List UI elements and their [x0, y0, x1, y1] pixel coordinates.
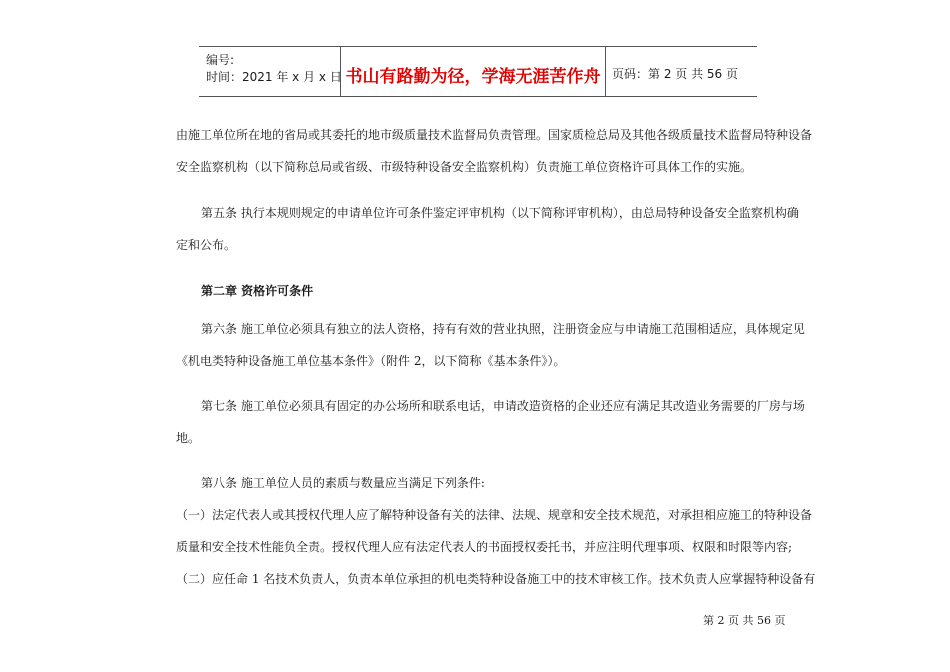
header-motto: 书山有路勤为径，学海无涯苦作舟 — [345, 67, 601, 87]
page-header — [199, 46, 757, 97]
body-line: 《机电类特种设备施工单位基本条件》（附件 2，以下简称《基本条件》）。 — [176, 354, 566, 368]
document-number-label: 编号: — [206, 53, 235, 67]
page-footer: 第 2 页 共 56 页 — [703, 614, 786, 627]
body-line: 地。 — [176, 431, 201, 445]
article-8-line: 第八条 施工单位人员的素质与数量应当满足下列条件: — [201, 476, 485, 490]
header-meta-cell — [199, 47, 341, 96]
article-7-line: 第七条 施工单位必须具有固定的办公场所和联系电话，申请改造资格的企业还应有满足其改造业务需要的厂房与场 — [201, 399, 805, 413]
clause-1-line: （一）法定代表人或其授权代理人应了解特种设备有关的法律、法规、规章和安全技术规范，对承担相应施工的特种设备 — [176, 508, 813, 522]
body-line: 由施工单位所在地的省局或其委托的地市级质量技术监督局负责管理。国家质检总局及其他各级质量技术监督局特种设备 — [176, 128, 813, 142]
header-page-cell — [606, 47, 757, 96]
chapter-heading: 第二章 资格许可条件 — [201, 284, 314, 298]
article-6-line: 第六条 施工单位必须具有独立的法人资格，持有有效的营业执照，注册资金应与申请施工范围相适应，具体规定见 — [201, 322, 805, 336]
article-5-line: 第五条 执行本规则规定的申请单位许可条件鉴定评审机构（以下简称评审机构），由总局特种设备安全监察机构确 — [201, 206, 799, 220]
body-line: 质量和安全技术性能负全责。授权代理人应有法定代表人的书面授权委托书，并应注明代理事项、权限和时限等内容; — [176, 540, 793, 554]
document-date-label: 时间：2021 年 x 月 x 日 — [206, 70, 342, 84]
body-line: 安全监察机构（以下简称总局或省级、市级特种设备安全监察机构）负责施工单位资格许可具体工作的实施。 — [176, 160, 753, 174]
body-line: 定和公布。 — [176, 238, 237, 252]
clause-2-line: （二）应任命 1 名技术负责人，负责本单位承担的机电类特种设备施工中的技术审核工作。技术负责人应掌握特种设备有 — [176, 572, 816, 586]
header-page-info: 页码：第 2 页 共 56 页 — [612, 67, 738, 81]
header-motto-cell — [341, 47, 606, 96]
